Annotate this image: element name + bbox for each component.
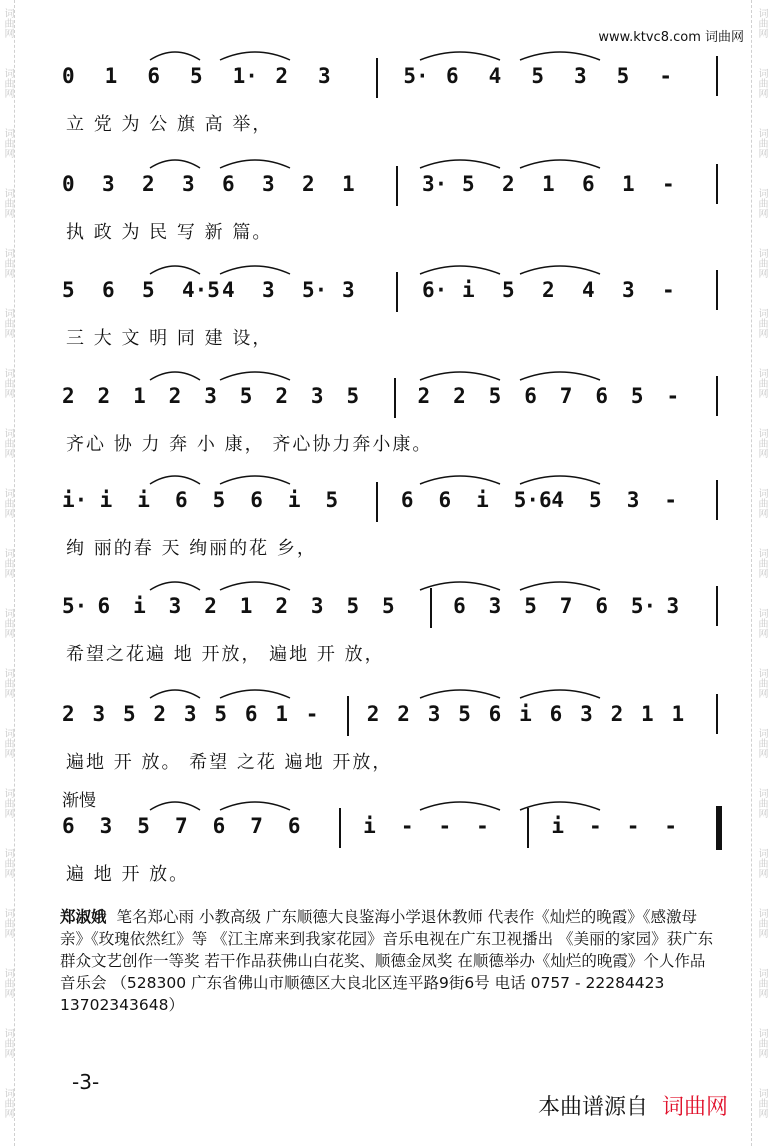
lyric-line: 齐心 协 力 奔 小 康， 齐心协力奔小康。 — [66, 434, 433, 455]
note: 6· — [422, 278, 448, 302]
note: 3 — [183, 702, 197, 726]
slur-arc — [150, 582, 200, 590]
note: 5 — [524, 594, 537, 618]
note: 3 — [488, 594, 502, 618]
note: 5 — [630, 384, 644, 408]
note: 3 — [626, 488, 640, 512]
note: 5 — [488, 384, 502, 408]
slur-arc — [220, 690, 290, 698]
watermark-glyph: 词曲网 — [2, 428, 13, 458]
watermark-glyph: 词曲网 — [2, 1088, 13, 1118]
page-number: -3- — [72, 1070, 100, 1094]
note: 5· — [62, 594, 88, 618]
watermark-glyph: 词曲网 — [756, 68, 767, 98]
watermark-glyph: 词曲网 — [2, 968, 13, 998]
composer-bio — [60, 906, 720, 1016]
note: - — [662, 278, 675, 302]
note: 6 — [244, 702, 258, 726]
note: 6 — [287, 814, 301, 838]
note: 2 — [417, 384, 431, 408]
note: 3 — [182, 172, 195, 196]
note: 1 — [133, 384, 146, 408]
watermark-glyph: 词曲网 — [756, 488, 767, 518]
note: 2 — [62, 702, 75, 726]
watermark-glyph: 词曲网 — [2, 1028, 13, 1058]
note: 7 — [559, 594, 573, 618]
note: i — [363, 814, 376, 838]
note: 5 — [137, 814, 150, 838]
note: 6 — [222, 172, 235, 196]
source-label: 本曲谱源自 — [537, 1095, 648, 1120]
watermark-glyph: 词曲网 — [756, 248, 767, 278]
slur-arc — [220, 802, 290, 810]
note: 2 — [275, 384, 288, 408]
lyric-line: 执 政 为 民 写 新 篇。 — [66, 222, 273, 243]
note: 5· — [403, 64, 429, 88]
note: i· — [62, 488, 88, 512]
note: 5· — [630, 594, 657, 618]
note: 3 — [666, 594, 680, 618]
watermark-glyph: 词曲网 — [756, 608, 767, 638]
note: 5 — [458, 702, 471, 726]
note: 5 — [122, 702, 136, 726]
slur-arc — [520, 582, 600, 590]
slur-arc — [420, 802, 500, 810]
note: 6 — [438, 488, 452, 512]
note: 5 — [325, 488, 339, 512]
watermark-glyph: 词曲网 — [756, 848, 767, 878]
note: 1· — [232, 64, 258, 88]
note: 5 — [462, 172, 475, 196]
note: 2 — [366, 702, 380, 726]
watermark-glyph: 词曲网 — [2, 488, 13, 518]
note: 2 — [542, 278, 555, 302]
watermark-glyph: 词曲网 — [2, 248, 13, 278]
slur-arc — [420, 372, 500, 380]
watermark-glyph: 词曲网 — [756, 128, 767, 158]
note: i — [519, 702, 532, 726]
slur-arc — [520, 160, 600, 168]
slur-arc — [220, 372, 290, 380]
slur-arc — [220, 266, 290, 274]
note: 6 — [582, 172, 595, 196]
note: - — [400, 814, 414, 838]
slur-arc — [520, 476, 600, 484]
note: 3 — [427, 702, 441, 726]
tempo-marking: 渐慢 — [62, 791, 96, 811]
note: 5 — [346, 384, 360, 408]
note: i — [137, 488, 150, 512]
note: 3 — [310, 384, 324, 408]
source-site[interactable]: 词曲网 — [661, 1095, 728, 1120]
note: 5 — [502, 278, 515, 302]
note: 2 — [610, 702, 624, 726]
watermark-glyph: 词曲网 — [2, 308, 13, 338]
note: 3 — [204, 384, 217, 408]
note: 4·5 — [182, 278, 220, 302]
note: 3 — [574, 64, 587, 88]
note: 2 — [397, 702, 410, 726]
note: 0 — [62, 172, 75, 196]
note: 2 — [502, 172, 515, 196]
note: 5·6 — [513, 488, 552, 512]
watermark-glyph: 词曲网 — [756, 428, 767, 458]
note: 6 — [250, 488, 263, 512]
slur-arc — [150, 476, 200, 484]
watermark-glyph: 词曲网 — [2, 128, 13, 158]
note: 1 — [542, 172, 555, 196]
note: - — [626, 814, 640, 838]
note: 2 — [168, 384, 182, 408]
slur-arc — [520, 266, 600, 274]
note: 2 — [302, 172, 315, 196]
note: - — [664, 488, 677, 512]
slur-arc — [420, 52, 500, 60]
note: 1 — [239, 594, 253, 618]
watermark-glyph: 词曲网 — [756, 968, 767, 998]
watermark-glyph: 词曲网 — [756, 668, 767, 698]
watermark-glyph: 词曲网 — [2, 668, 13, 698]
note: i — [476, 488, 489, 512]
note: 6 — [524, 384, 537, 408]
note: 5· — [302, 278, 328, 302]
note: 3 — [102, 172, 115, 196]
note: 6 — [488, 702, 502, 726]
note: 5 — [190, 64, 203, 88]
slur-arc — [420, 160, 500, 168]
watermark-glyph: 词曲网 — [2, 908, 13, 938]
note: 4 — [222, 278, 235, 302]
note: 2 — [275, 64, 288, 88]
composer-name: 郑淑娥 — [60, 908, 107, 926]
note: 1 — [622, 172, 635, 196]
watermark-glyph: 词曲网 — [2, 848, 13, 878]
note: 1 — [342, 172, 355, 196]
note: 5 — [214, 702, 228, 726]
note: 2 — [153, 702, 167, 726]
note: - — [666, 384, 680, 408]
note: 1 — [275, 702, 288, 726]
note: 5 — [346, 594, 360, 618]
note: 2 — [453, 384, 466, 408]
note: 3 — [99, 814, 113, 838]
slur-arc — [220, 160, 290, 168]
note: 2 — [275, 594, 288, 618]
note: - — [438, 814, 452, 838]
watermark-glyph: 词曲网 — [2, 548, 13, 578]
watermark-glyph: 词曲网 — [2, 188, 13, 218]
watermark-glyph: 词曲网 — [756, 8, 767, 38]
note: 3· — [422, 172, 448, 196]
note: 3 — [310, 594, 324, 618]
note: 5 — [616, 64, 630, 88]
slur-arc — [420, 266, 500, 274]
watermark-glyph: 词曲网 — [756, 188, 767, 218]
note: i — [287, 488, 301, 512]
note: i — [551, 814, 565, 838]
note: 0 — [62, 64, 75, 88]
watermark-glyph: 词曲网 — [756, 1028, 767, 1058]
slur-arc — [520, 802, 600, 810]
slur-arc — [420, 476, 500, 484]
note: 6 — [102, 278, 115, 302]
slur-arc — [520, 372, 600, 380]
note: 2 — [204, 594, 217, 618]
slur-arc — [220, 476, 290, 484]
note: 7 — [174, 814, 188, 838]
watermark-glyph: 词曲网 — [756, 908, 767, 938]
note: 1 — [671, 702, 685, 726]
watermark-glyph: 词曲网 — [2, 368, 13, 398]
lyric-line: 三 大 文 明 同 建 设， — [66, 328, 273, 349]
slur-arc — [420, 582, 500, 590]
note: 5 — [589, 488, 602, 512]
composer-bio-text: 笔名郑心雨 小教高级 广东顺德大良鉴海小学退休教师 代表作《灿烂的晚霞》《感激母亲》《玫瑰依然红》等 《江主席来到我家花园》音乐电视在广东卫视播出 《美丽的家园》获广东群众文艺创作一等奖 若干作品获佛山白花奖、顺德金凤奖 在顺德举办《灿烂的晚霞》个人作品音乐会 （528300 广东省佛山市顺德区大良北区连平路9街6号 电话 0757 - 22284423 13702343648） — [60, 908, 714, 1014]
note: 3 — [168, 594, 182, 618]
slur-arc — [150, 160, 200, 168]
note: i — [462, 278, 475, 302]
slur-arc — [150, 372, 200, 380]
note: 3 — [318, 64, 331, 88]
note: 6 — [453, 594, 466, 618]
note: - — [476, 814, 489, 838]
watermark-glyph: 词曲网 — [2, 68, 13, 98]
note: 6 — [62, 814, 75, 838]
note: 6 — [212, 814, 226, 838]
note: 3 — [262, 172, 275, 196]
note: 2 — [97, 384, 111, 408]
site-header[interactable]: www.ktvc8.com 词曲网 — [598, 30, 744, 45]
note: 4 — [551, 488, 565, 512]
note: 3 — [622, 278, 635, 302]
slur-arc — [220, 52, 290, 60]
slur-arc — [150, 690, 200, 698]
note: 6 — [549, 702, 563, 726]
watermark-glyph: 词曲网 — [2, 728, 13, 758]
note: i — [99, 488, 113, 512]
note: 3 — [262, 278, 275, 302]
note: 1 — [641, 702, 654, 726]
note: 5 — [62, 278, 75, 302]
source-credit — [538, 1090, 728, 1121]
note: 6 — [97, 594, 111, 618]
note: 5 — [239, 384, 253, 408]
watermark-glyph: 词曲网 — [2, 608, 13, 638]
lyric-line: 遍 地 开 放。 — [66, 864, 190, 885]
note: - — [664, 814, 677, 838]
note: 4 — [488, 64, 502, 88]
note: 3 — [92, 702, 106, 726]
watermark-glyph: 词曲网 — [756, 728, 767, 758]
note: 3 — [342, 278, 355, 302]
note: i — [133, 594, 146, 618]
watermark-glyph: 词曲网 — [756, 368, 767, 398]
lyric-line: 绚 丽的春 天 绚丽的花 乡， — [66, 538, 317, 559]
slur-arc — [150, 52, 200, 60]
note: 7 — [559, 384, 573, 408]
note: 5 — [531, 64, 544, 88]
watermark-glyph: 词曲网 — [756, 1088, 767, 1118]
note: 7 — [250, 814, 263, 838]
note: 6 — [400, 488, 414, 512]
watermark-glyph: 词曲网 — [2, 788, 13, 818]
lyric-line: 立 党 为 公 旗 高 举， — [66, 114, 273, 135]
lyric-line: 遍地 开 放。 希望 之花 遍地 开放， — [66, 752, 393, 773]
slur-arc — [520, 52, 600, 60]
slur-arc — [150, 266, 200, 274]
note: 5 — [212, 488, 226, 512]
note: 2 — [142, 172, 155, 196]
note: 5 — [142, 278, 155, 302]
slur-arc — [220, 582, 290, 590]
slur-arc — [520, 690, 600, 698]
slur-arc — [150, 802, 200, 810]
note: - — [589, 814, 602, 838]
note: 1 — [104, 64, 118, 88]
note: 2 — [62, 384, 75, 408]
watermark-glyph: 词曲网 — [2, 8, 13, 38]
watermark-glyph: 词曲网 — [756, 548, 767, 578]
watermark-glyph: 词曲网 — [756, 788, 767, 818]
note: - — [305, 702, 319, 726]
note: 6 — [446, 64, 459, 88]
watermark-glyph: 词曲网 — [756, 308, 767, 338]
note: 3 — [580, 702, 593, 726]
note: 4 — [582, 278, 595, 302]
note: 6 — [147, 64, 160, 88]
note: 6 — [595, 594, 608, 618]
note: 6 — [595, 384, 608, 408]
slur-arc — [420, 690, 500, 698]
note: 5 — [382, 594, 395, 618]
note: - — [662, 172, 675, 196]
lyric-line: 希望之花遍 地 开放， 遍地 开 放， — [66, 644, 385, 665]
note: 6 — [174, 488, 188, 512]
note: - — [659, 64, 672, 88]
